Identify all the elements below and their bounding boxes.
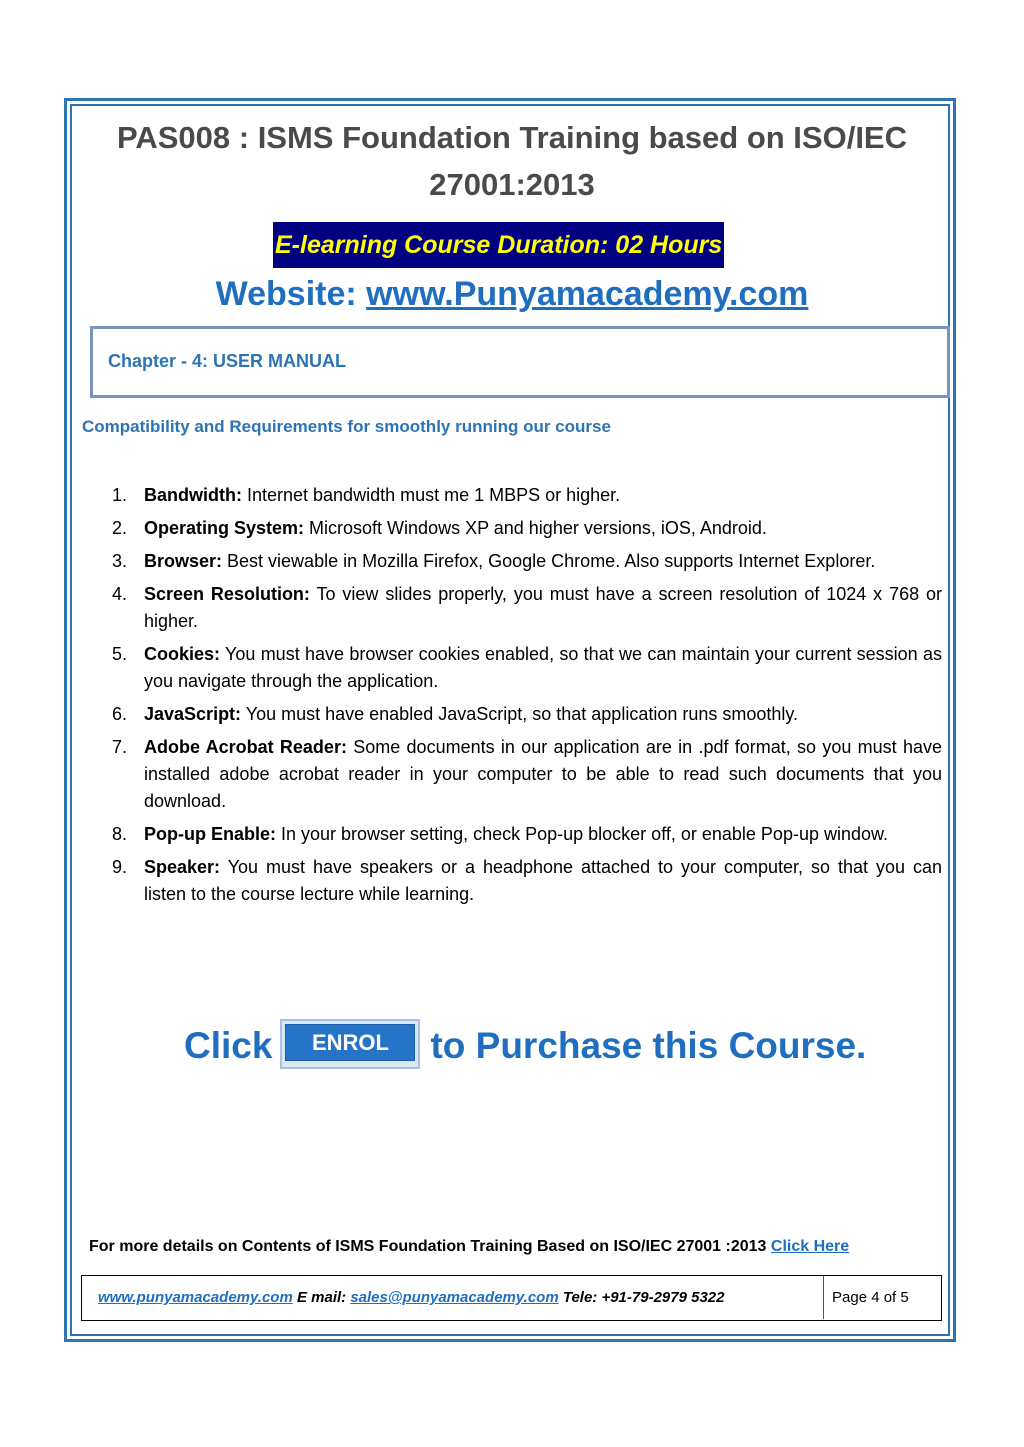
website-label: Website: xyxy=(215,275,367,313)
cta-prefix: Click xyxy=(184,1025,273,1066)
list-item: 1. Bandwidth: Internet bandwidth must me 1 MBPS or higher. xyxy=(112,485,621,505)
website-link[interactable]: www.Punyamacademy.com xyxy=(366,275,809,313)
list-item: 3. Browser: Best viewable in Mozilla Firefox, Google Chrome. Also supports Internet Explorer. xyxy=(112,551,876,571)
list-item: 9. Speaker: You must have speakers or a headphone attached to your computer, so that you can listen to the course lecture while learning. xyxy=(112,857,942,904)
more-details-text: For more details on Contents of ISMS Foundation Training Based on ISO/IEC 27001 :2013 xyxy=(89,1238,771,1255)
footer-contact xyxy=(98,1289,725,1306)
purchase-call-to-action xyxy=(184,1020,866,1073)
page-number: Page 4 of 5 xyxy=(832,1289,909,1306)
footer-tele: Tele: +91-79-2979 5322 xyxy=(558,1289,725,1306)
footer-email-link[interactable]: sales@punyamacademy.com xyxy=(350,1289,559,1306)
more-details-line xyxy=(89,1238,849,1256)
click-here-link[interactable]: Click Here xyxy=(770,1238,850,1255)
list-item: 4. Screen Resolution: To view slides properly, you must have a screen resolution of 1024 x 768 or higher. xyxy=(112,584,942,631)
list-item: 6. JavaScript: You must have enabled JavaScript, so that application runs smoothly. xyxy=(112,704,799,724)
enrol-button[interactable] xyxy=(280,1019,420,1069)
list-item: 2. Operating System: Microsoft Windows XP and higher versions, iOS, Android. xyxy=(112,518,767,538)
footer xyxy=(81,1275,942,1321)
title-line-1: PAS008 : ISMS Foundation Training based on ISO/IEC xyxy=(116,120,907,155)
course-duration-banner: E-learning Course Duration: 02 Hours xyxy=(273,222,724,268)
footer-email-label: E mail: xyxy=(292,1289,351,1306)
enrol-button-label: ENROL xyxy=(285,1024,415,1061)
list-item: 8. Pop-up Enable: In your browser setting, check Pop-up blocker off, or enable Pop-up window. xyxy=(112,824,889,844)
section-heading: Compatibility and Requirements for smoothly running our course xyxy=(82,417,611,436)
footer-divider xyxy=(823,1276,824,1319)
chapter-title: Chapter - 4: USER MANUAL xyxy=(108,351,347,371)
list-item: 5. Cookies: You must have browser cookies enabled, so that we can maintain your current session as you navigate through the application. xyxy=(112,644,942,691)
footer-site-link[interactable]: www.punyamacademy.com xyxy=(98,1289,293,1306)
requirements-list xyxy=(108,482,942,914)
cta-suffix: to Purchase this Course. xyxy=(430,1025,867,1066)
title-line-2: 27001:2013 xyxy=(429,167,595,202)
list-item: 7. Adobe Acrobat Reader: Some documents in our application are in .pdf format, so you must have installed adobe acrobat reader in your computer to be able to read such documents that you download. xyxy=(112,737,942,811)
page-title xyxy=(90,114,934,208)
website-line xyxy=(0,270,1024,318)
chapter-box xyxy=(90,326,950,398)
